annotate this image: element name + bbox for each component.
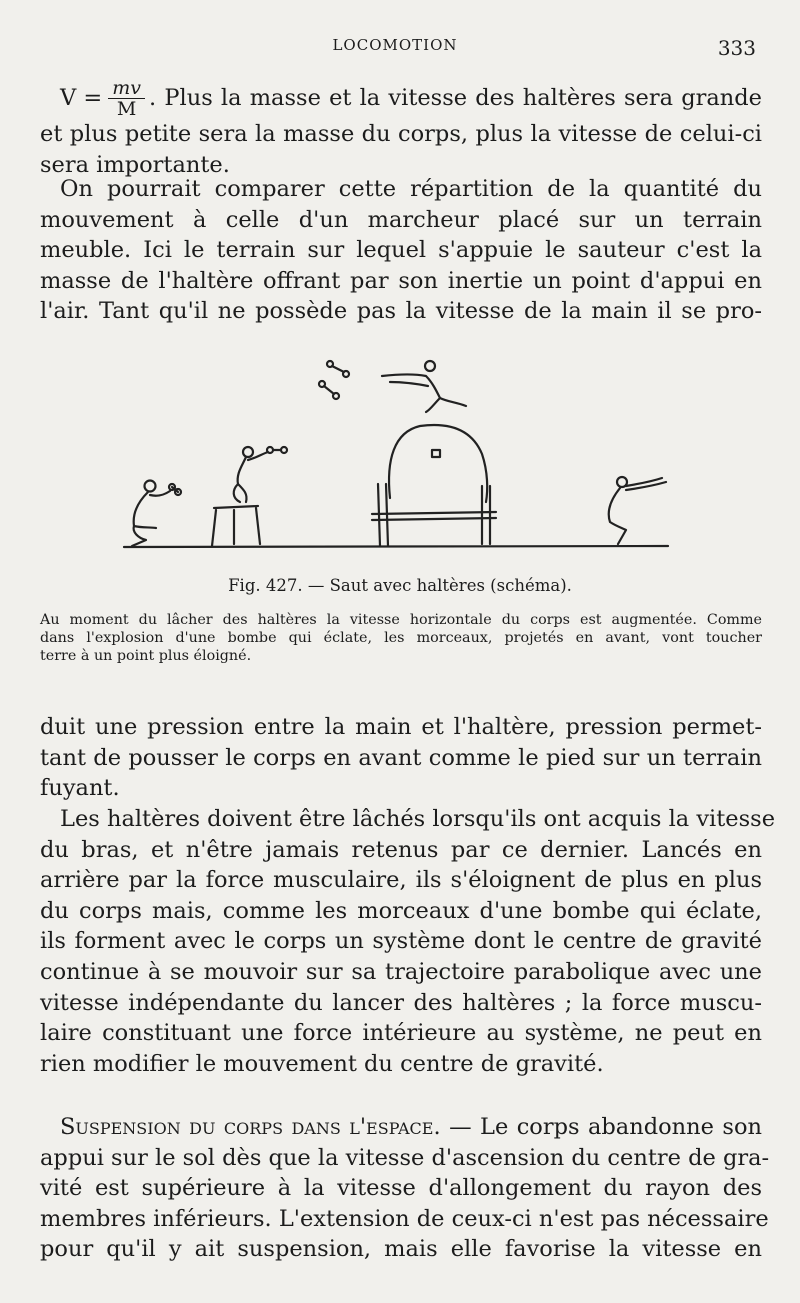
text-line: tant de pousser le corps en avant comme le pied sur un terrain [40, 744, 762, 771]
formula-rest: . Plus la masse et la vitesse des haltères sera grande [149, 85, 762, 112]
section-heading: Suspension du corps dans l'espace. [60, 1114, 441, 1140]
text-line: du bras, et n'être jamais retenus par ce dernier. Lancés en [40, 836, 762, 863]
text-line: vité est supérieure à la vitesse d'allongement du rayon des [40, 1175, 762, 1202]
ground-line [124, 546, 668, 547]
formula-numerator: mv [108, 78, 145, 99]
paragraph-5 [40, 1112, 770, 1265]
text-line: Les haltères doivent être lâchés lorsqu'ils ont acquis la vitesse [60, 806, 776, 832]
text-line: mouvement à celle d'un marcheur placé sur un terrain [40, 206, 762, 233]
paragraph-3 [40, 712, 762, 804]
text-line: vitesse indépendante du lancer des haltères ; la force muscu- [40, 989, 762, 1016]
text-line: masse de l'haltère offrant par son inertie un point d'appui en [40, 267, 762, 294]
jumper-landing [609, 477, 666, 544]
running-head [0, 34, 800, 58]
legend-line: Au moment du lâcher des haltères la vitesse horizontale du corps est augmentée. Comme [40, 612, 762, 628]
text-line: appui sur le sol dès que la vitesse d'ascension du centre de gra- [40, 1144, 770, 1171]
text-line: l'air. Tant qu'il ne possède pas la vitesse de la main il se pro- [40, 298, 762, 325]
formula-lhs: V = [60, 85, 103, 112]
text-line: On pourrait comparer cette répartition de la quantité du [60, 176, 762, 202]
heading-continuation: — Le corps abandonne son [440, 1114, 762, 1140]
page-number: 333 [717, 36, 756, 60]
paragraph-2 [40, 174, 762, 327]
text-line: laire constituant une force intérieure au système, ne peut en [40, 1020, 762, 1047]
formula-line [40, 78, 762, 119]
jumper-in-flight [382, 361, 466, 412]
jumper-on-stool [212, 447, 287, 546]
legend-line: dans l'explosion d'une bombe qui éclate, les morceaux, projetés en avant, vont toucher [40, 629, 762, 646]
text-line: pour qu'il y ait suspension, mais elle favorise la vitesse en [40, 1236, 762, 1263]
figure-legend [40, 612, 762, 665]
text-line [40, 1112, 762, 1143]
text-line: duit une pression entre la main et l'haltère, pression permet- [40, 714, 762, 740]
running-head-title: LOCOMOTION [332, 36, 458, 54]
thrown-dumbbells [319, 361, 349, 399]
text-line: ils forment avec le corps un système dont le centre de gravité [40, 928, 762, 955]
formula-fraction [108, 78, 145, 119]
text-line: fuyant. [40, 775, 120, 802]
figure-caption: Fig. 427. — Saut avec haltères (schéma). [228, 576, 572, 595]
paragraph-4 [40, 804, 776, 1079]
paragraph-formula [40, 78, 762, 180]
text-line: continue à se mouvoir sur sa trajectoire parabolique avec une [40, 958, 762, 985]
text-line: arrière par la force musculaire, ils s'éloignent de plus en plus [40, 867, 762, 894]
figure-427-drawing [110, 350, 690, 560]
legend-line: terre à un point plus éloigné. [40, 647, 252, 664]
text-line: rien modifier le mouvement du centre de gravité. [40, 1050, 604, 1077]
text-line: membres inférieurs. L'extension de ceux-ci n'est pas nécessaire [40, 1205, 769, 1232]
obstacle-horse [372, 425, 496, 546]
text-line: sera importante. [40, 151, 230, 178]
text-line: du corps mais, comme les morceaux d'une bombe qui éclate, [40, 897, 762, 924]
text-line: et plus petite sera la masse du corps, plus la vitesse de celui-ci [40, 121, 762, 147]
formula-denominator: M [116, 98, 137, 120]
jumper-crouch-start [132, 481, 181, 547]
text-line: meuble. Ici le terrain sur lequel s'appuie le sauteur c'est la [40, 237, 762, 264]
